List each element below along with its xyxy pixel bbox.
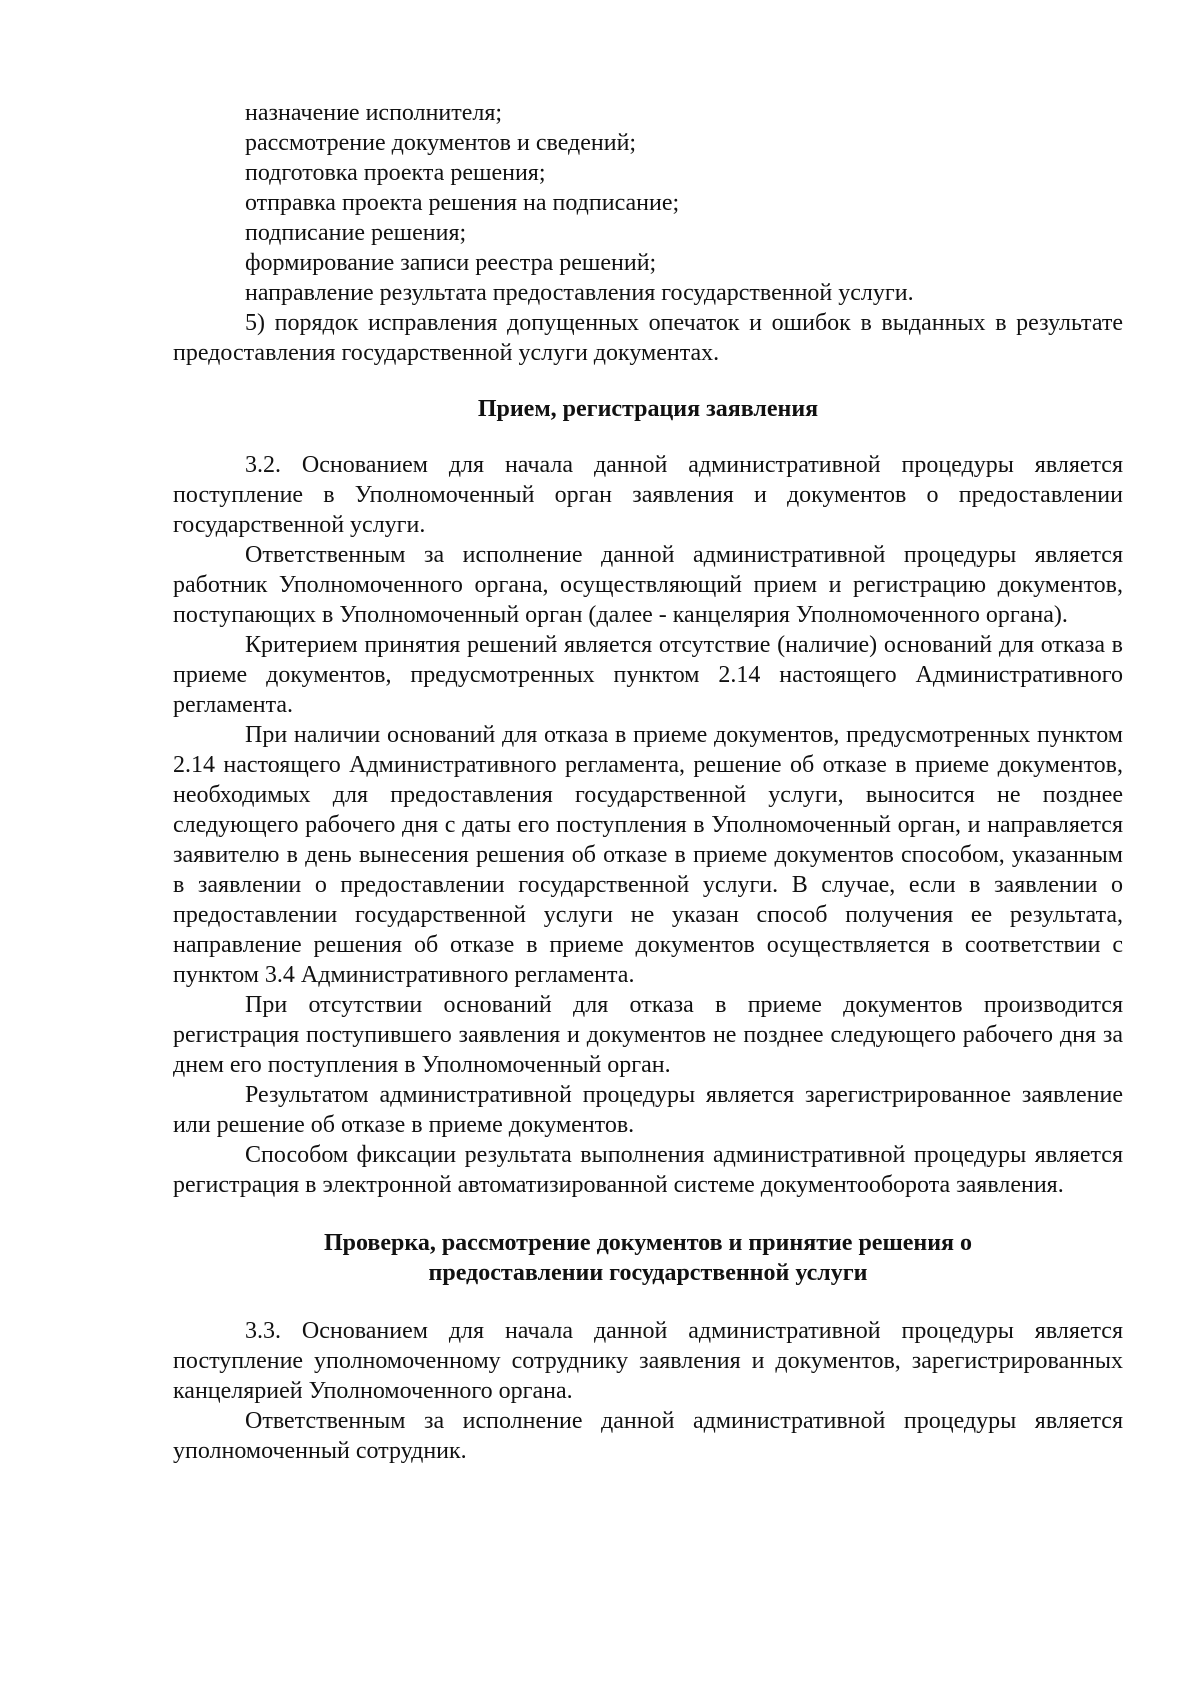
- list-item: формирование записи реестра решений;: [245, 250, 657, 276]
- list-item: рассмотрение документов и сведений;: [245, 130, 637, 156]
- spacer: [173, 1288, 1123, 1316]
- section-heading-review-line1: Проверка, рассмотрение документов и принятие решения о: [323, 1230, 973, 1256]
- section-heading-review-line2: предоставлении государственной услуги: [428, 1260, 868, 1286]
- paragraph: Ответственным за исполнение данной административной процедуры является работник Уполномоченного органа, осуществляющий прием и регистрацию документов, поступающих в Уполномоченный орган (далее - канцелярия Уполномоченного органа).: [173, 542, 1123, 628]
- paragraph-item-5: 5) порядок исправления допущенных опечаток и ошибок в выданных в результате предоставления государственной услуги документах.: [173, 310, 1123, 366]
- paragraph: 3.2. Основанием для начала данной административной процедуры является поступление в Уполномоченный орган заявления и документов о предоставлении государственной услуги.: [173, 452, 1123, 538]
- spacer: [173, 1200, 1123, 1228]
- spacer: [173, 368, 1123, 394]
- spacer: [173, 424, 1123, 450]
- list-item: отправка проекта решения на подписание;: [245, 190, 680, 216]
- paragraph: При отсутствии оснований для отказа в приеме документов производится регистрация поступившего заявления и документов не позднее следующего рабочего дня за днем его поступления в Уполномоченный орган.: [173, 992, 1123, 1078]
- paragraph: При наличии оснований для отказа в приеме документов, предусмотренных пунктом 2.14 настоящего Административного регламента, решение об отказе в приеме документов, необходимых для предоставления государственной услуги, выносится не позднее следующего рабочего дня с даты его поступления в Уполномоченный орган, и направляется заявителю в день вынесения решения об отказе в приеме документов способом, указанным в заявлении о предоставлении государственной услуги. В случае, если в заявлении о предоставлении государственной услуги не указан способ получения ее результата, направление решения об отказе в приеме документов осуществляется в соответствии с пунктом 3.4 Административного регламента.: [173, 722, 1123, 988]
- paragraph: Критерием принятия решений является отсутствие (наличие) оснований для отказа в приеме документов, предусмотренных пунктом 2.14 настоящего Административного регламента.: [173, 632, 1123, 718]
- paragraph: Результатом административной процедуры является зарегистрированное заявление или решение об отказе в приеме документов.: [173, 1082, 1123, 1138]
- section-heading-reception: Прием, регистрация заявления: [477, 396, 819, 422]
- paragraph: Способом фиксации результата выполнения административной процедуры является регистрация в электронной автоматизированной системе документооборота заявления.: [173, 1142, 1123, 1198]
- paragraph: Ответственным за исполнение данной административной процедуры является уполномоченный сотрудник.: [173, 1408, 1123, 1464]
- list-item: подготовка проекта решения;: [245, 160, 546, 186]
- list-item: назначение исполнителя;: [245, 100, 503, 126]
- paragraph: 3.3. Основанием для начала данной административной процедуры является поступление уполномоченному сотруднику заявления и документов, зарегистрированных канцелярией Уполномоченного органа.: [173, 1318, 1123, 1404]
- document-body: [173, 98, 1123, 1466]
- list-item: подписание решения;: [245, 220, 467, 246]
- list-item: направление результата предоставления государственной услуги.: [245, 280, 914, 306]
